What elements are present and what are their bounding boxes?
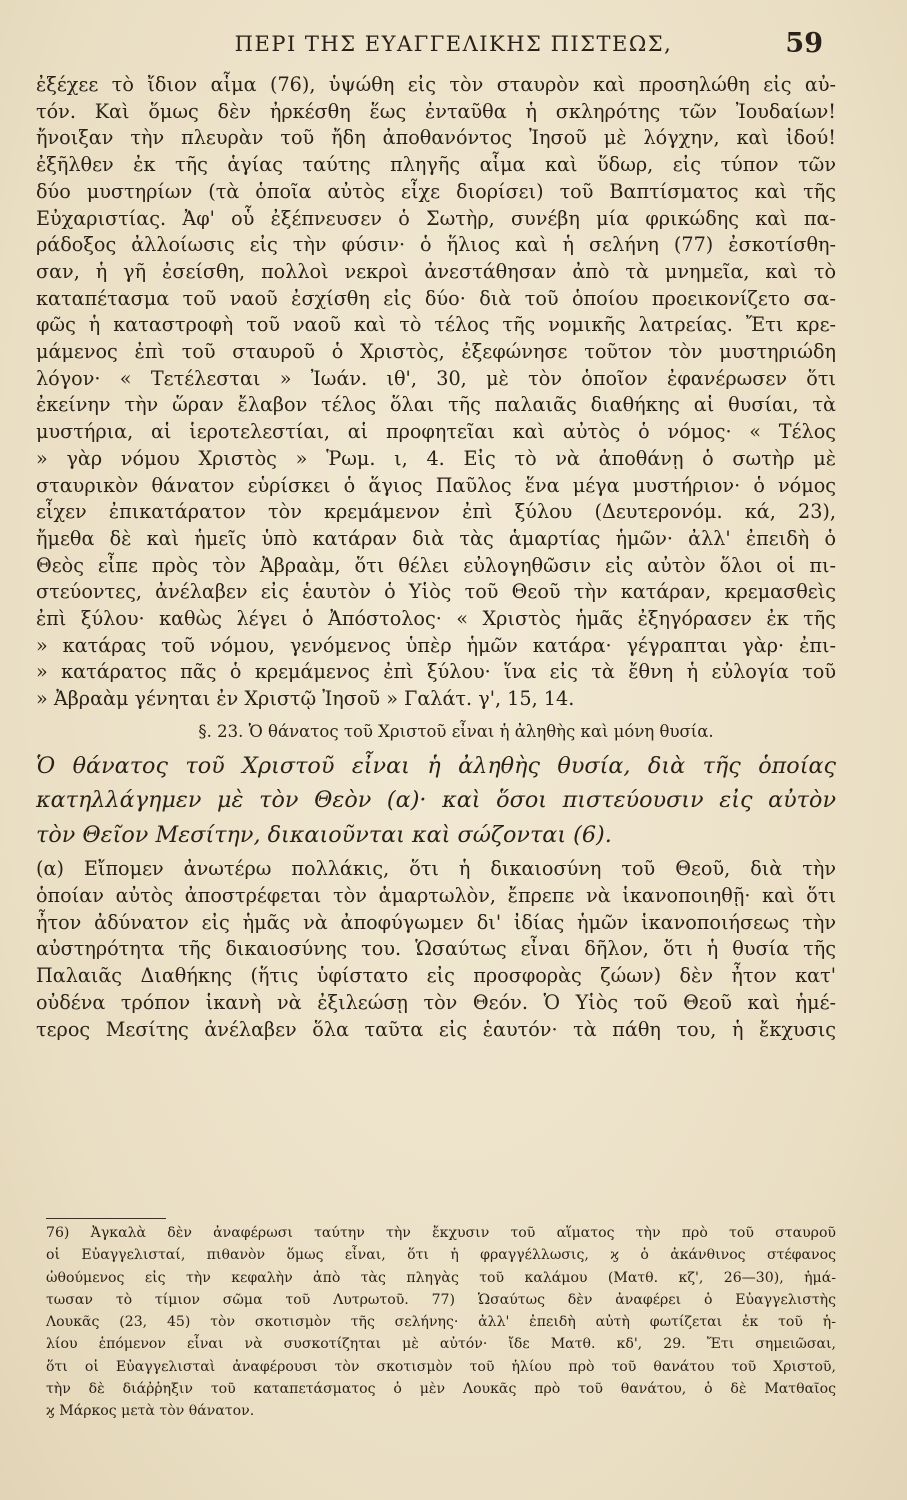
text-line: ἐκείνην τὴν ὥραν ἔλαβον τέλος ὅλαι τῆς παλαιᾶς διαθήκης αἱ θυσίαι, τὰ [36, 393, 836, 417]
footnote-line: λίου ἑπόμενον εἶναι νὰ συσκοτίζηται μὲ αὐτόν· ἴδε Ματθ. κδ', 29. Ἔτι σημειῶσαι, [46, 1336, 836, 1353]
main-text [36, 72, 836, 1043]
text-line: ἦτον ἀδύνατον εἰς ἡμᾶς νὰ ἀποφύγωμεν δι' ἰδίας ἡμῶν ἱκανοποιήσεως τὴν [36, 910, 836, 934]
text-line: ἐξῆλθεν ἐκ τῆς ἁγίας ταύτης πληγῆς αἷμα καὶ ὕδωρ, εἰς τύπον τῶν [36, 153, 836, 177]
footnote-line: τωσαν τὸ τίμιον σῶμα τοῦ Λυτρωτοῦ. 77) Ὡσαύτως δὲν ἀναφέρει ὁ Εὐαγγελιστὴς [46, 1291, 836, 1308]
text-line: φῶς ἡ καταστροφὴ τοῦ ναοῦ καὶ τὸ τέλος τῆς νομικῆς λατρείας. Ἔτι κρε- [36, 313, 836, 337]
section-heading: §. 23. Ὁ θάνατος τοῦ Χριστοῦ εἶναι ἡ ἀληθὴς καὶ μόνη θυσία. [198, 721, 714, 741]
text-line: » γὰρ νόμου Χριστὸς » Ῥωμ. ι, 4. Εἰς τὸ νὰ ἀποθάνῃ ὁ σωτὴρ μὲ [36, 446, 836, 470]
text-line: εἶχεν ἐπικατάρατον τὸν κρεμάμενον ἐπὶ ξύλου (Δευτερονόμ. κά, 23), [36, 500, 836, 524]
text-line: » Ἀβραὰμ γένηται ἐν Χριστῷ Ἰησοῦ » Γαλάτ. γ', 15, 14. [36, 687, 575, 711]
footnote-line: ὠθούμενος εἰς τὴν κεφαλὴν ἀπὸ τὰς πληγὰς τοῦ καλάμου (Ματθ. κζ', 26—30), ἡμά- [46, 1269, 836, 1286]
text-line: ἤμεθα δὲ καὶ ἡμεῖς ὑπὸ κατάραν διὰ τὰς ἁμαρτίας ἡμῶν· ἀλλ' ἐπειδὴ ὁ [36, 526, 836, 550]
text-line: ἐπὶ ξύλου· καθὼς λέγει ὁ Ἀπόστολος· « Χριστὸς ἡμᾶς ἐξηγόρασεν ἐκ τῆς [36, 607, 836, 631]
thesis-line: τὸν Θεῖον Μεσίτην, δικαιοῦνται καὶ σώζονται (6). [36, 821, 612, 848]
thesis-line: Ὁ θάνατος τοῦ Χριστοῦ εἶναι ἡ ἀληθὴς θυσία, διὰ τῆς ὁποίας [36, 752, 836, 779]
text-line: (α) Εἴπομεν ἀνωτέρω πολλάκις, ὅτι ἡ δικαιοσύνη τοῦ Θεοῦ, διὰ τὴν [36, 857, 836, 881]
footnotes [46, 1222, 836, 1423]
text-line: ὁποίαν αὐτὸς ἀποστρέφεται τὸν ἁμαρτωλὸν, ἔπρεπε νὰ ἱκανοποιηθῇ· καὶ ὅτι [36, 884, 836, 908]
text-line: Θεὸς εἶπε πρὸς τὸν Ἀβραὰμ, ὅτι θέλει εὐλογηθῶσιν εἰς αὐτὸν ὅλοι οἱ πι- [36, 553, 836, 577]
text-line: σταυρικὸν θάνατον εὑρίσκει ὁ ἅγιος Παῦλος ἕνα μέγα μυστήριον· ὁ νόμος [36, 473, 836, 497]
text-line: Εὐχαριστίας. Ἀφ' οὗ ἐξέπνευσεν ὁ Σωτὴρ, συνέβη μία φρικώδης καὶ πα- [36, 206, 836, 230]
text-line: ἐξέχεε τὸ ἴδιον αἷμα (76), ὑψώθη εἰς τὸν σταυρὸν καὶ προσηλώθη εἰς αὐ- [36, 73, 836, 96]
running-head [0, 28, 907, 64]
text-line: τερος Μεσίτης ἀνέλαβεν ὅλα ταῦτα εἰς ἑαυτόν· τὰ πάθη του, ἡ ἔκχυσις [36, 1017, 836, 1041]
text-line: λόγον· « Τετέλεσται » Ἰωάν. ιθ', 30, μὲ τὸν ὁποῖον ἐφανέρωσεν ὅτι [36, 366, 836, 390]
text-line: αὐστηρότητα τῆς δικαιοσύνης του. Ὡσαύτως εἶναι δῆλον, ὅτι ἡ θυσία τῆς [36, 937, 836, 961]
text-line: » κατάρατος πᾶς ὁ κρεμάμενος ἐπὶ ξύλου· ἵνα εἰς τὰ ἔθνη ἡ εὐλογία τοῦ [36, 660, 836, 684]
text-line: δύο μυστηρίων (τὰ ὁποῖα αὐτὸς εἶχε διορίσει) τοῦ Βαπτίσματος καὶ τῆς [36, 179, 836, 203]
opening-paragraph [36, 72, 836, 713]
footnote-rule [46, 1218, 166, 1219]
section-thesis [36, 749, 836, 853]
footnote-line: τὴν δὲ διάῤῥηξιν τοῦ καταπετάσματος ὁ μὲν Λουκᾶς πρὸ τοῦ θανάτου, ὁ δὲ Ματθαῖος [46, 1381, 836, 1398]
text-line: στεύοντες, ἀνέλαβεν εἰς ἑαυτὸν ὁ Υἱὸς τοῦ Θεοῦ τὴν κατάραν, κρεμασθεὶς [36, 580, 836, 604]
running-title: ΠΕΡΙ ΤΗΣ ΕΥΑΓΓΕΛΙΚΗΣ ΠΙΣΤΕΩΣ, [234, 32, 673, 56]
footnote-line: οἱ Εὐαγγελισταί, πιθανὸν ὅμως εἶναι, ὅτι ἡ φραγγέλλωσις, ϗ ὁ ἀκάνθινος στέφανος [46, 1247, 836, 1264]
footnote-line: Λουκᾶς (23, 45) τὸν σκοτισμὸν τῆς σελήνης· ἀλλ' ἐπειδὴ αὐτὴ φωτίζεται ἐκ τοῦ ἡ- [46, 1314, 836, 1331]
text-line: τόν. Καὶ ὅμως δὲν ἠρκέσθη ἕως ἐνταῦθα ἡ σκληρότης τῶν Ἰουδαίων! [36, 99, 836, 123]
text-line: οὐδένα τρόπον ἱκανὴ νὰ ἐξιλεώσῃ τὸν Θεόν. Ὁ Υἱὸς τοῦ Θεοῦ καὶ ἡμέ- [36, 990, 836, 1014]
text-line: » κατάρας τοῦ νόμου, γενόμενος ὑπὲρ ἡμῶν κατάρα· γέγραπται γὰρ· ἐπι- [36, 633, 836, 657]
paragraph-a [36, 856, 836, 1043]
text-line: σαν, ἡ γῆ ἐσείσθη, πολλοὶ νεκροὶ ἀνεστάθησαν ἀπὸ τὰ μνημεῖα, καὶ τὸ [36, 259, 836, 283]
footnote-line: ϗ Μάρκος μετὰ τὸν θάνατον. [46, 1403, 255, 1420]
thesis-line: κατηλλάγημεν μὲ τὸν Θεὸν (α)· καὶ ὅσοι πιστεύουσιν εἰς αὐτὸν [36, 787, 836, 814]
footnote-line: ὅτι οἱ Εὐαγγελισταὶ ἀναφέρουσι τὸν σκοτισμὸν τοῦ ἡλίου πρὸ τοῦ θανάτου τοῦ Χριστοῦ, [46, 1358, 836, 1375]
page-number: 59 [785, 28, 823, 59]
text-line: ράδοξος ἀλλοίωσις εἰς τὴν φύσιν· ὁ ἥλιος καὶ ἡ σελήνη (77) ἐσκοτίσθη- [36, 233, 836, 257]
text-line: Παλαιᾶς Διαθήκης (ἥτις ὑφίστατο εἰς προσφορὰς ζώων) δὲν ἦτον κατ' [36, 964, 836, 988]
text-line: μυστήρια, αἱ ἱεροτελεστίαι, αἱ προφητεῖαι καὶ αὐτὸς ὁ νόμος· « Τέλος [36, 420, 836, 444]
footnote-line: 76) Ἀγκαλὰ δὲν ἀναφέρωσι ταύτην τὴν ἔκχυσιν τοῦ αἵματος τὴν πρὸ τοῦ σταυροῦ [46, 1225, 836, 1241]
text-line: μάμενος ἐπὶ τοῦ σταυροῦ ὁ Χριστὸς, ἐξεφώνησε τοῦτον τὸν μυστηριώδη [36, 340, 836, 364]
text-line: καταπέτασμα τοῦ ναοῦ ἐσχίσθη εἰς δύο· διὰ τοῦ ὁποίου προεικονίζετο σα- [36, 286, 836, 310]
text-line: ἤνοιξαν τὴν πλευρὰν τοῦ ἤδη ἀποθανόντος Ἰησοῦ μὲ λόγχην, καὶ ἰδού! [36, 126, 836, 150]
